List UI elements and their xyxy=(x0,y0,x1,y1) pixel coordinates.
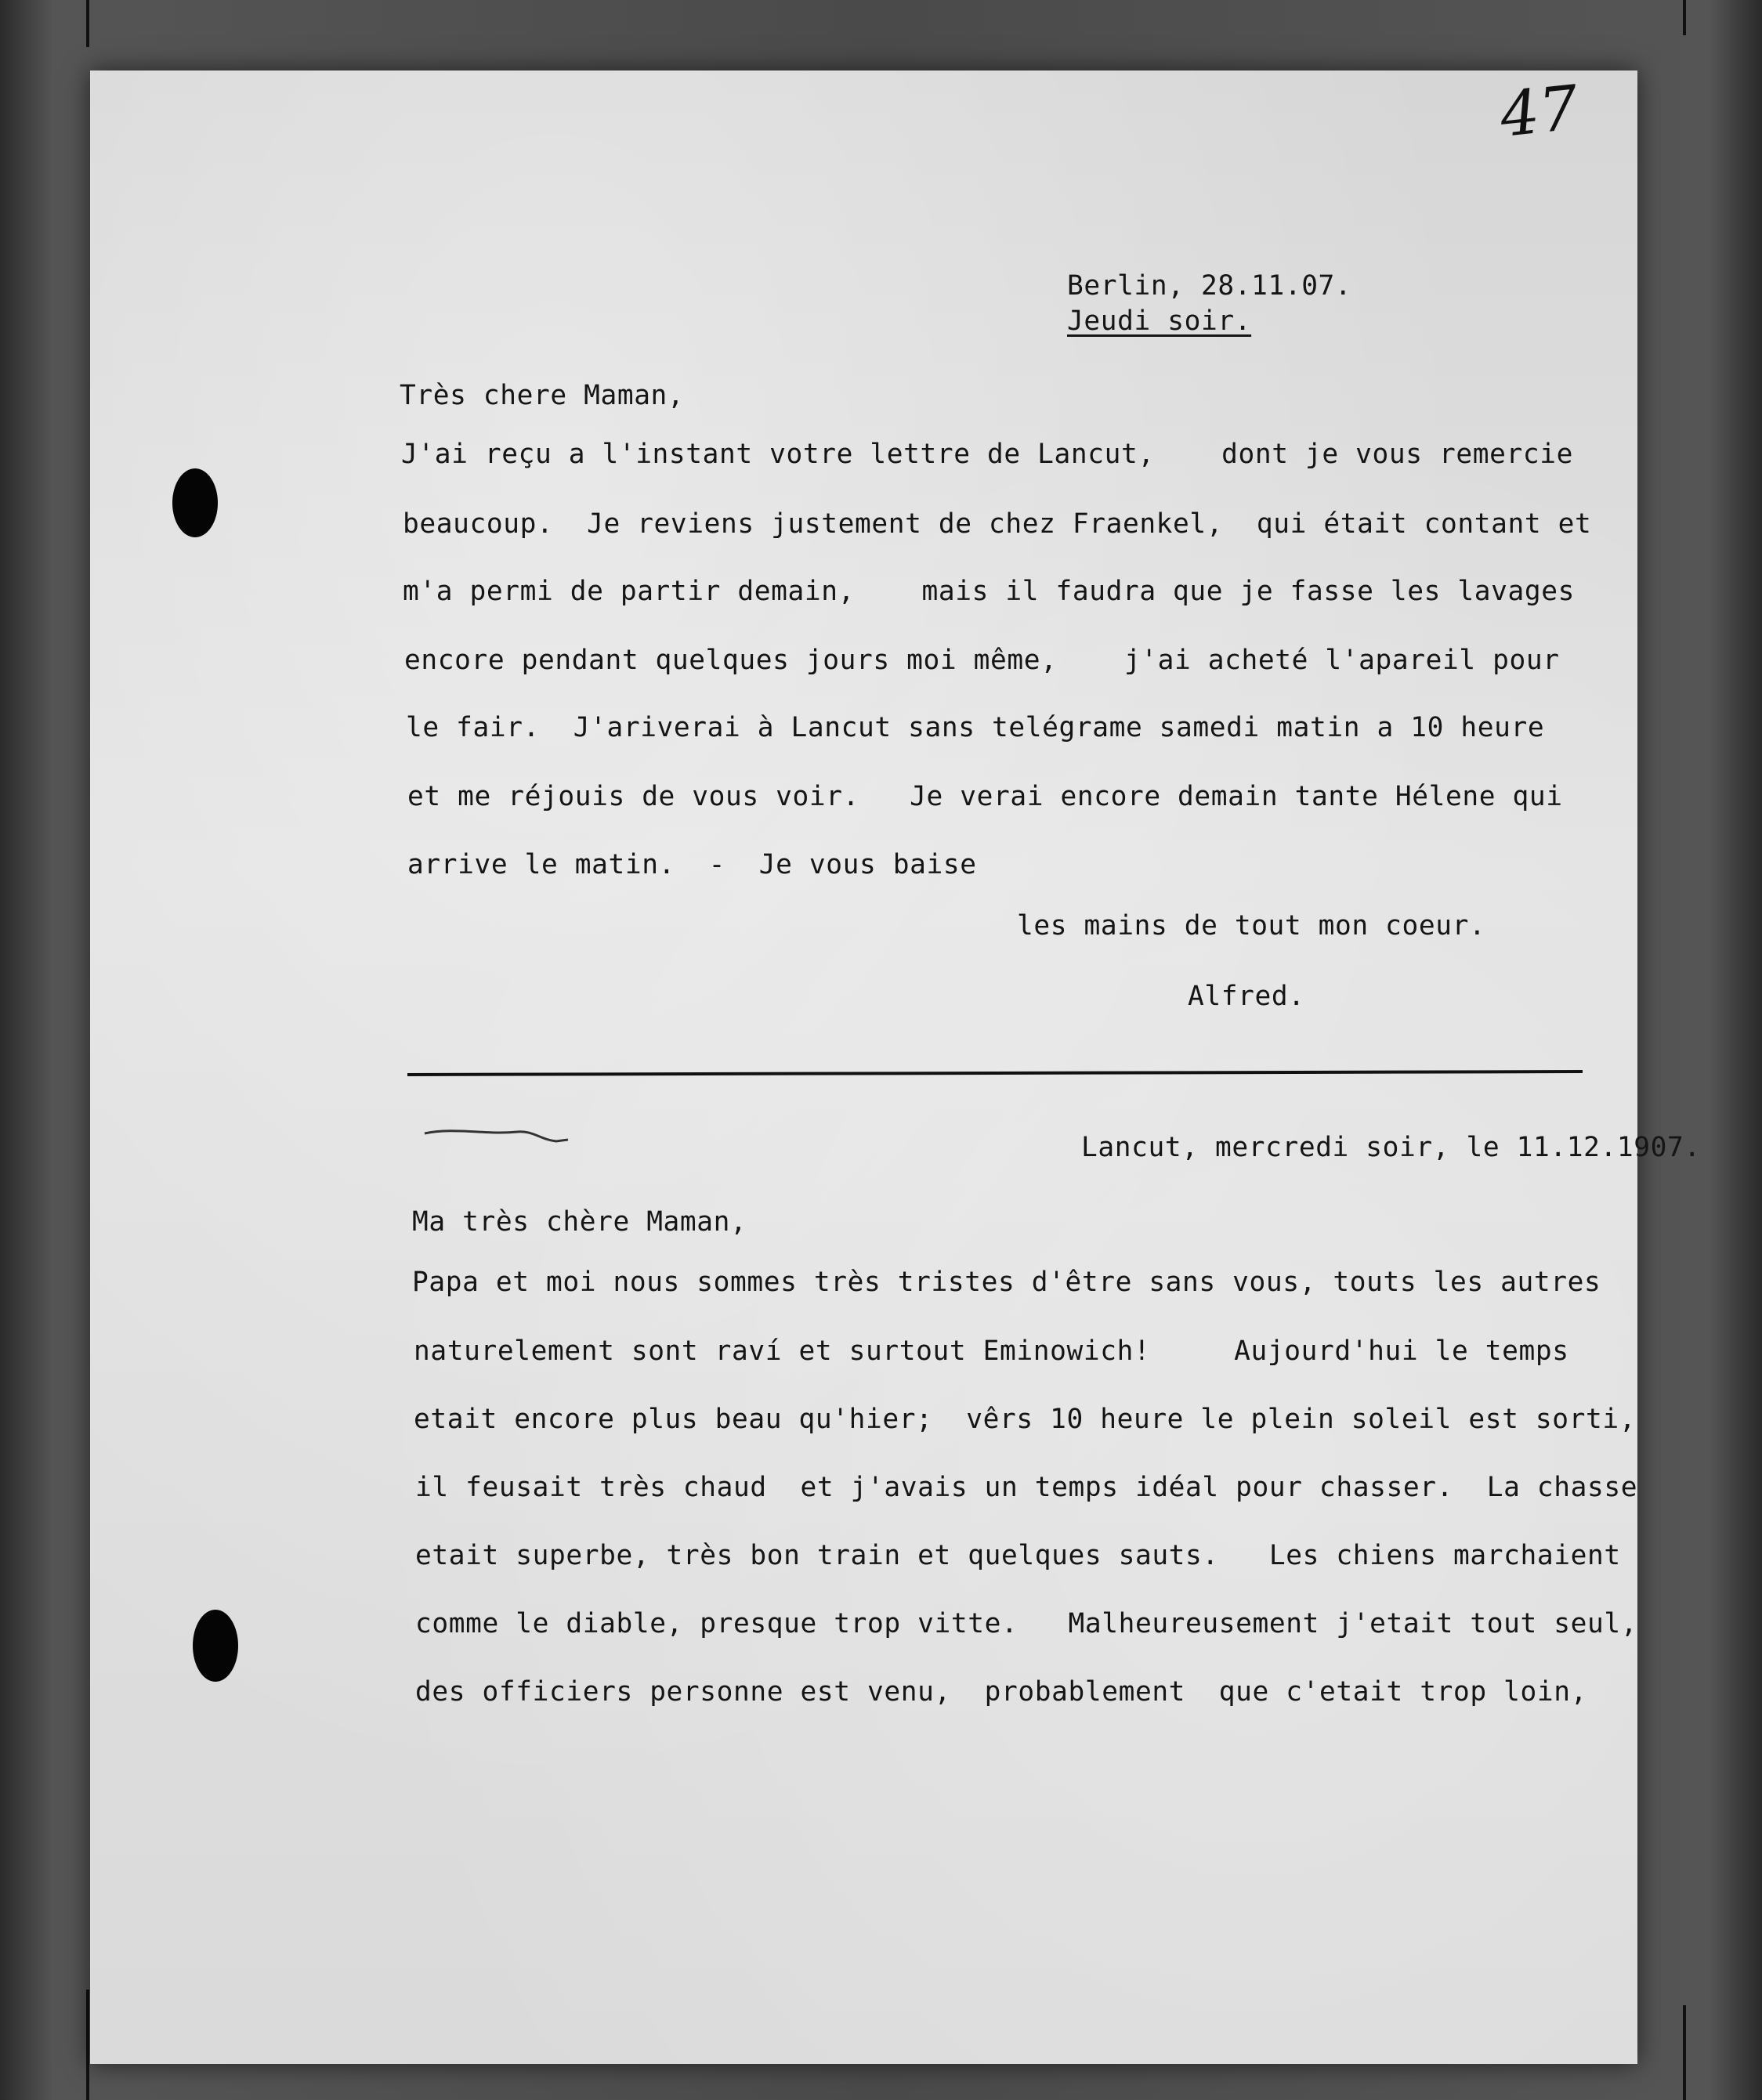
letter2-line: etait superbe, très bon train et quelques sauts. Les chiens marchaient xyxy=(415,1540,1621,1571)
letter1-line: m'a permi de partir demain, mais il faudra que je fasse les lavages xyxy=(403,576,1575,607)
letter1-line: beaucoup. Je reviens justement de chez Fraenkel, qui était contant et xyxy=(403,508,1592,540)
letter2-line: des officiers personne est venu, probablement que c'etait trop loin, xyxy=(415,1676,1587,1708)
letter1-line: arrive le matin. - Je vous baise xyxy=(407,849,977,880)
letter2-line: naturelement sont raví et surtout Eminowich! Aujourd'hui le temps xyxy=(414,1336,1569,1367)
film-edge-left xyxy=(86,0,89,47)
letter1-line: et me réjouis de vous voir. Je verai encore demain tante Hélene qui xyxy=(407,781,1563,812)
film-edge-left-bottom xyxy=(86,1990,89,2100)
letter1-salutation: Très chere Maman, xyxy=(400,380,685,411)
letter2-line: Papa et moi nous sommes très tristes d'être sans vous, touts les autres xyxy=(412,1267,1601,1298)
letter1-closing: les mains de tout mon coeur. xyxy=(1017,910,1486,942)
film-edge-right-bottom xyxy=(1683,2005,1686,2100)
letter1-line: J'ai reçu a l'instant votre lettre de Lancut, dont je vous remercie xyxy=(401,439,1573,470)
film-edge-right xyxy=(1683,0,1686,35)
letter2-line: etait encore plus beau qu'hier; vêrs 10 heure le plein soleil est sorti, xyxy=(414,1404,1637,1435)
letter2-salutation: Ma très chère Maman, xyxy=(412,1206,747,1238)
letter1-place-date: Berlin, 28.11.07. xyxy=(1067,270,1352,302)
punch-hole-bottom xyxy=(193,1610,238,1682)
letter1-line: encore pendant quelques jours moi même, j'ai acheté l'apareil pour xyxy=(404,645,1560,676)
punch-hole-top xyxy=(172,468,218,537)
letter1-day: Jeudi soir. xyxy=(1067,305,1252,337)
letter2-line: il feusait très chaud et j'avais un temps idéal pour chasser. La chasse xyxy=(415,1472,1638,1503)
page-number: 47 xyxy=(1496,73,1582,151)
pen-squiggle xyxy=(423,1124,580,1155)
letter2-place-date: Lancut, mercredi soir, le 11.12.1907. xyxy=(1081,1132,1701,1163)
letter1-line: le fair. J'ariverai à Lancut sans telégrame samedi matin a 10 heure xyxy=(406,712,1545,743)
letter-page xyxy=(90,70,1637,2064)
letter1-signature: Alfred. xyxy=(1188,981,1305,1012)
letter2-line: comme le diable, presque trop vitte. Malheureusement j'etait tout seul, xyxy=(415,1608,1638,1639)
